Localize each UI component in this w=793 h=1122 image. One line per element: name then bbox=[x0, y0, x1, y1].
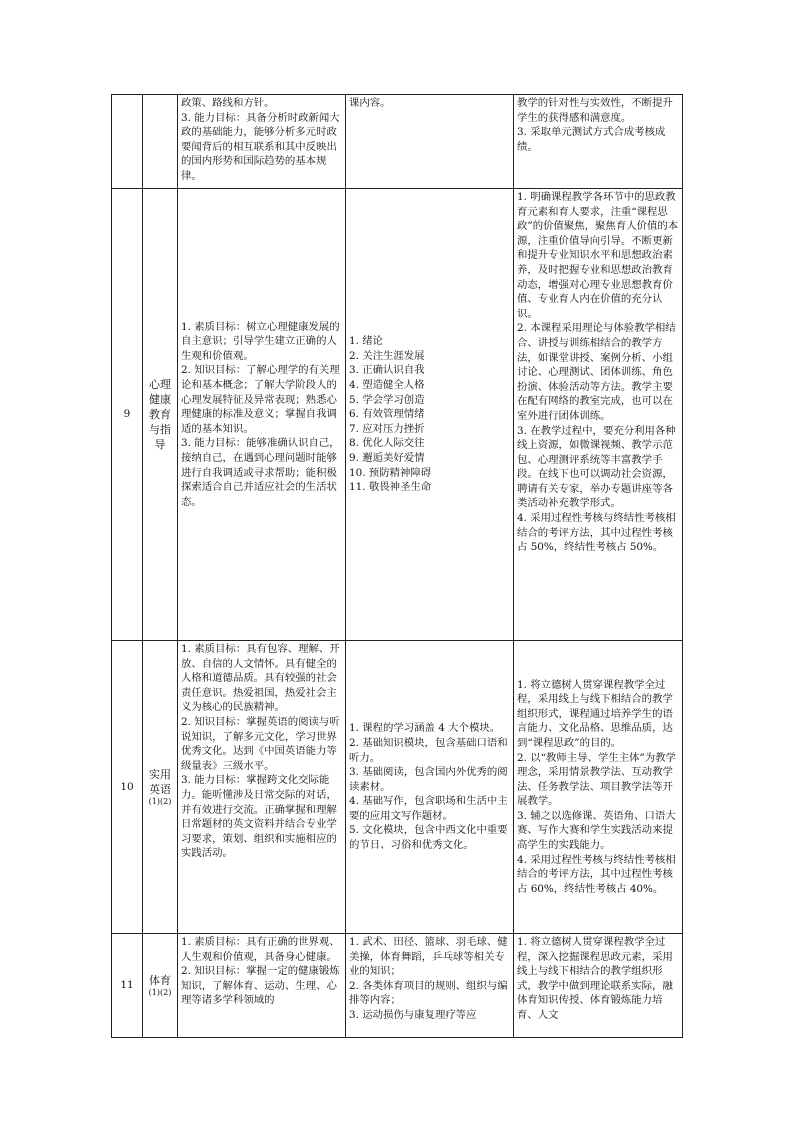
objective-item: 3. 能力目标：能够准确认识自己，接纳自己，在遇到心理问题时能够进行自我调适或寻求帮助；能积极探索适合自己并适应社会的生活状态。 bbox=[181, 437, 340, 508]
content-item: 3. 运动损伤与康复理疗等应 bbox=[349, 1008, 477, 1021]
objectives-cell bbox=[178, 934, 346, 1038]
content-item: 3. 基础阅读，包含国内外优秀的阅读素材。 bbox=[349, 766, 508, 793]
content-item: 4. 基础写作，包含职场和生活中主要的应用文写作题材。 bbox=[349, 795, 508, 822]
content-item: 5. 文化模块，包含中西文化中重要的节日、习俗和优秀文化。 bbox=[349, 824, 508, 852]
content-item: 1. 课程的学习涵盖 4 大个模块。 bbox=[349, 722, 501, 735]
content-item: 1. 绪论 bbox=[349, 335, 383, 348]
row-number: 9 bbox=[112, 189, 143, 641]
content-item: 课内容。 bbox=[349, 97, 391, 109]
requirement-item: 1. 明确课程教学各环节中的思政教育元素和育人要求，注重“课程思政”的价值聚焦，聚焦育人价值的本源，注重价值导向引导。不断更新和提升专业知识水平和思想政治素养，及时把握专业和思想政治教育动态，增强对心理专业思想教育价值、专业育人内在价值的充分认识。 bbox=[517, 191, 679, 320]
requirements-cell bbox=[514, 95, 683, 189]
requirement-item: 3. 在教学过程中，要充分利用各种线上资源，如微课视频、教学示范包、心理测评系统等丰富教学手段。在线下也可以调动社会资源，聘请有关专家，举办专题讲座等各类活动补充教学形式。 bbox=[517, 424, 676, 510]
content-item: 4. 塑造健全人格 bbox=[349, 379, 425, 392]
objective-item: 政策、路线和方针。 bbox=[181, 97, 275, 109]
table-row bbox=[112, 95, 683, 189]
row-number: 11 bbox=[112, 934, 143, 1038]
course-name: 体育 (1)(2) bbox=[143, 934, 178, 1038]
course-name bbox=[143, 95, 178, 189]
content-item: 9. 邂逅美好爱情 bbox=[349, 451, 425, 464]
objectives-cell bbox=[178, 641, 346, 934]
objective-item: 1. 素质目标：具有包容、理解、开放、自信的人文情怀。具有健全的人格和道德品质。具有较强的社会责任意识。热爱祖国，热爱社会主义为核心的民族精神。 bbox=[181, 643, 340, 714]
requirements-cell bbox=[514, 934, 683, 1038]
course-name-suffix: (1)(2) bbox=[148, 797, 172, 806]
table-row bbox=[112, 641, 683, 934]
row-number: 10 bbox=[112, 641, 143, 934]
objectives-cell bbox=[178, 95, 346, 189]
objective-item: 3. 能力目标：具备分析时政新闻大政的基础能力，能够分析多元时政要闻背后的相互联系和其中反映出的国内形势和国际趋势的基本规律。 bbox=[181, 111, 340, 182]
requirements-cell bbox=[514, 189, 683, 641]
content-cell bbox=[346, 189, 514, 641]
requirements-cell bbox=[514, 641, 683, 934]
content-item: 2. 各类体育项目的规则、组织与编排等内容； bbox=[349, 979, 508, 1007]
objective-item: 3. 能力目标：掌握跨文化交际能力。能听懂涉及日常交际的对话，并有效进行交流。正确掌握和理解日常题材的英文资料并结合专业学习要求，策划、组织和实施相应的实践活动。 bbox=[181, 774, 337, 860]
course-name: 实用英语 (1)(2) bbox=[143, 641, 178, 934]
objective-item: 1. 素质目标：具有正确的世界观、人生观和价值观，具备身心健康。 bbox=[181, 936, 340, 963]
content-cell bbox=[346, 641, 514, 934]
table-row bbox=[112, 189, 683, 641]
objective-item: 2. 知识目标：了解心理学的有关理论和基本概念；了解大学阶段人的心理发展特征及异常表现；熟悉心理健康的标准及意义；掌握自我调适的基本知识。 bbox=[181, 364, 340, 435]
objective-item: 1. 素质目标：树立心理健康发展的自主意识；引导学生建立正确的人生观和价值观。 bbox=[181, 320, 340, 362]
table-row bbox=[112, 934, 683, 1038]
requirement-item: 1. 将立德树人贯穿课程教学全过程，采用线上与线下相结合的教学组织形式，课程通过培养学生的语言能力、文化品格、思维品质，达到“课程思政”的目的。 bbox=[517, 678, 673, 749]
course-name: 心理健康教育与指导 bbox=[143, 189, 178, 641]
requirement-item: 1. 将立德树人贯穿课程教学全过程，深入挖掘课程思政元素，采用线上与线下相结合的教学组织形式，教学中做到理论联系实际，融体育知识传授、体育锻炼能力培育、人文 bbox=[517, 936, 673, 1021]
row-number bbox=[112, 95, 143, 189]
requirement-item: 3. 辅之以选修课、英语角、口语大赛、写作大赛和学生实践活动来提高学生的实践能力。 bbox=[517, 809, 676, 852]
requirement-item: 4. 采用过程性考核与终结性考核相结合的考评方法，其中过程性考核占 60%，终结性考核占 40%。 bbox=[517, 853, 676, 895]
requirement-item: 2. 本课程采用理论与体验教学相结合、讲授与训练相结合的教学方法，如课堂讲授、案例分析、小组讨论、心理测试、团体训练、角色扮演、体验活动等方法。教学主要在配有网络的教室完成，也可以在室外进行团体训练。 bbox=[517, 322, 676, 422]
content-item: 1. 武术、田径、篮球、羽毛球、健美操，体育舞蹈，乒乓球等相关专业的知识； bbox=[349, 936, 508, 978]
content-item: 2. 关注生涯发展 bbox=[349, 349, 425, 362]
content-item: 6. 有效管理情绪 bbox=[349, 408, 425, 421]
curriculum-table bbox=[111, 94, 683, 1038]
requirement-item: 教学的针对性与实效性，不断提升学生的获得感和满意度。 bbox=[517, 97, 673, 124]
course-name-suffix: (1)(2) bbox=[148, 988, 172, 997]
content-item: 8. 优化人际交往 bbox=[349, 437, 425, 450]
objective-item: 2. 知识目标：掌握英语的阅读与听说知识，了解多元文化，学习世界优秀文化。达到《中国英语能力等级量表》三级水平。 bbox=[181, 715, 340, 772]
content-cell bbox=[346, 95, 514, 189]
requirement-item: 3. 采取单元测试方式合成考核成绩。 bbox=[517, 126, 666, 153]
requirement-item: 2. 以“教师主导、学生主体”为教学理念，采用情景教学法、互动教学法、任务教学法、项目教学法等开展教学。 bbox=[517, 751, 676, 808]
content-item: 11. 敬畏神圣生命 bbox=[349, 481, 432, 494]
objective-item: 2. 知识目标：掌握一定的健康锻炼知识，了解体育、运动、生理、心理等诸多学科领域的 bbox=[181, 965, 340, 1007]
objectives-cell bbox=[178, 189, 346, 641]
content-item: 3. 正确认识自我 bbox=[349, 364, 425, 377]
content-item: 7. 应对压力挫折 bbox=[349, 422, 425, 435]
content-item: 10. 预防精神障碍 bbox=[349, 466, 432, 479]
content-item: 2. 基础知识模块，包含基础口语和听力。 bbox=[349, 736, 508, 764]
content-cell bbox=[346, 934, 514, 1038]
content-item: 5. 学会学习创造 bbox=[349, 393, 425, 406]
requirement-item: 4. 采用过程性考核与终结性考核相结合的考评方法，其中过程性考核占 50%，终结性考核占 50%。 bbox=[517, 512, 676, 554]
